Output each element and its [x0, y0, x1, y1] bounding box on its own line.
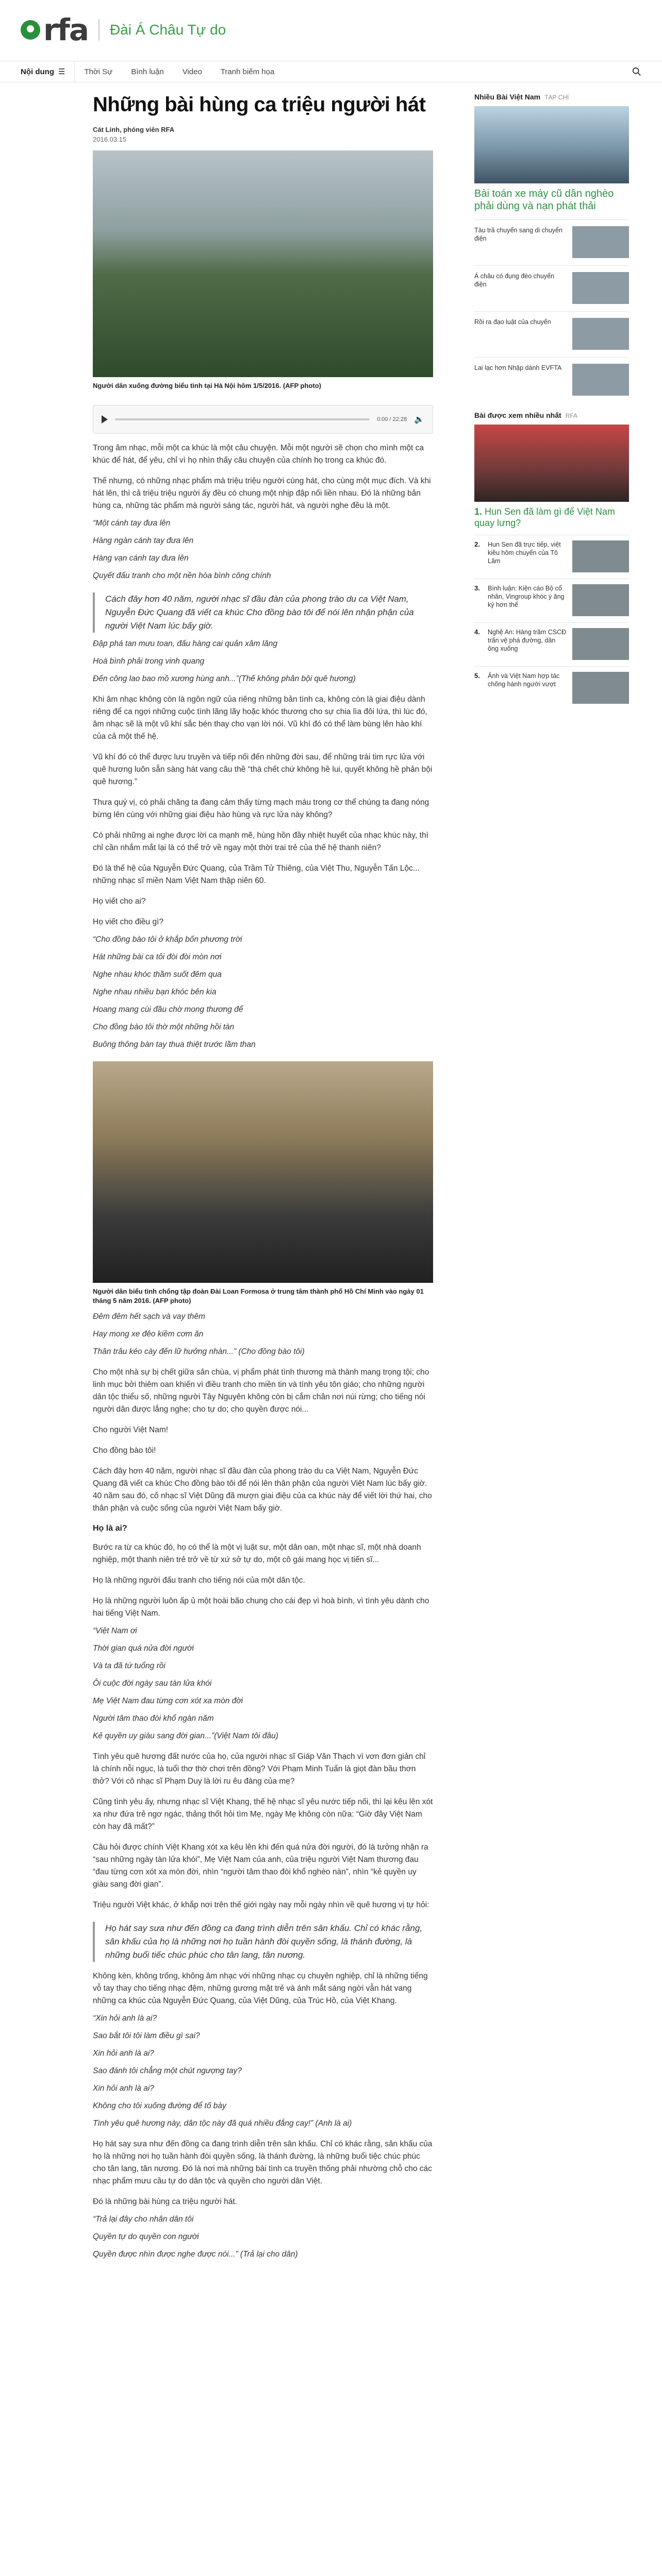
search-icon[interactable]: [632, 67, 641, 76]
nav-item-binh-luan[interactable]: Bình luận: [131, 67, 164, 76]
paragraph: Cho người Việt Nam!: [93, 1426, 169, 1434]
ranked-item-text: Hun Sen đã trực tiếp, việt kiều hôm chuyển của Tô Lâm: [488, 541, 561, 565]
sidebar-top-image[interactable]: [474, 425, 629, 502]
paragraph: Thưa quý vị, có phải chăng ta đang cảm thấy từng mạch máu trong cơ thể chúng ta đang nóng bừng lên cùng với những giai điệu hào hùng và rực lửa này không?: [93, 798, 429, 819]
paragraph: Có phải những ai nghe được lời ca mạnh mẽ, hùng hồn đầy nhiệt huyết của nhạc khúc này, thì chỉ cần nhắm mắt lại là có thể trở về ngay một thời trai trẻ của thế hệ thanh niên?: [93, 831, 428, 852]
lyric-line: Người tâm thao đòi khổ ngàn năm: [93, 1714, 214, 1723]
lyric-line: Đến công lao bao mồ xương hùng anh...”(Thế không phân bội quê hương): [93, 674, 356, 683]
sidebar-heading-sub: TẠP CHÍ: [544, 94, 569, 101]
lyric-line: “Một cánh tay đưa lên: [93, 519, 171, 528]
lyric-line: Xin hỏi anh là ai?: [93, 2049, 154, 2058]
article-photo-2: [93, 1061, 433, 1283]
lyric-line: Hoang mang cùi đầu chờ mong thương để: [93, 1005, 243, 1014]
lyric-line: Hàng ngàn cánh tay đưa lên: [93, 536, 194, 545]
sidebar-top-text: Hun Sen đã làm gì để Việt Nam quay lưng?: [474, 506, 615, 528]
menu-icon: ☰: [58, 67, 65, 76]
lyric-line: Hàng vạn cánh tay đưa lên: [93, 554, 189, 563]
nav-menu[interactable]: [21, 61, 75, 82]
sidebar-item-thumb: [572, 226, 629, 258]
logo-divider: [98, 19, 100, 41]
ranked-item-thumb: [572, 628, 629, 660]
ranked-item-thumb: [572, 584, 629, 616]
paragraph: Khi âm nhạc không còn là ngôn ngữ của riêng những bản tình ca, không còn là giai điệu dành riêng để ca ngợi những cuộc tình lãng lãy hoặc khóc thương cho sự chia lìa đôi lứa, thì lúc đó, âm nhạc sẽ là một vũ khí sắc bén thay cho vạn lời nói. Vũ khí đó có thể làm bùng lên hào khí của cả một thế hệ.: [93, 695, 427, 741]
sidebar-hero-title[interactable]: Bài toán xe máy cũ dân nghèo phải dùng và nạn phát thải: [474, 188, 614, 212]
paragraph: Cũng tình yêu ấy, nhưng nhạc sĩ Việt Khang, thế hệ nhạc sĩ yêu nước tiếp nối, thì lại kêu lên xót xa như đứa trẻ ngơ ngác, thảng thốt hỏi tìm Mẹ, ngày Mẹ không còn nữa: “Giờ đây Việt Nam còn hay đã mất?”: [93, 1798, 433, 1831]
rank-number: 1.: [474, 506, 483, 517]
sidebar-ranked-item[interactable]: [474, 579, 629, 616]
paragraph: Không kèn, không trống, không âm nhạc với những nhạc cụ chuyên nghiệp, chỉ là những tiếng vỗ tay thay cho tiếng nhạc đệm, những gương mặt trẻ và ánh mắt sáng ngời vẫn hát vang những ca khúc của Nguyễn Đức Quang, của Việt Dũng, của Trúc Hồ, của Việt Khang.: [93, 1972, 428, 2005]
paragraph: Cho một nhà sự bị chết giữa sân chùa, vị phẩm phát tình thương mà thành mang trọng tội; cho linh mục bởi thiêm oan khiến vì điều tranh cho miền tin và tính yêu tôn giáo; cho những người dân tộc thiểu số, những người Tây Nguyên không còn bị cắm chân nơi núi rừng; cho tiếng nói người dân được lắng nghe; cho tự do; cho quyền được nói...: [93, 1368, 429, 1414]
sidebar-ranked-item[interactable]: [474, 622, 629, 660]
lyric-line: “Xin hỏi anh là ai?: [93, 2014, 157, 2023]
sidebar-hero-image[interactable]: [474, 106, 629, 183]
audio-player[interactable]: [93, 405, 433, 434]
section-heading: Họ là ai?: [93, 1524, 127, 1533]
article-photo-1: [93, 150, 433, 377]
lyric-line: Sao bắt tôi tôi làm điều gì sai?: [93, 2031, 200, 2040]
lyric-line: Tình yêu quê hương này, dân tộc này đã quá nhiều đắng cay!” (Anh là ai): [93, 2119, 352, 2128]
paragraph: Triệu người Việt khác, ở khắp nơi trên thế giới ngày nay mỗi ngày nhìn về quê hương vị tự hỏi:: [93, 1901, 429, 1909]
lyric-line: Đêm đêm hết sạch và vay thêm: [93, 1312, 205, 1321]
rank-number: 4.: [474, 628, 480, 636]
lyric-line: Ôi cuộc đời ngày sau tàn lửa khói: [93, 1679, 212, 1688]
rank-number: 5.: [474, 672, 480, 680]
lyric-line: “Việt Nam ơi: [93, 1626, 137, 1635]
article-date: 2016.03.15: [93, 135, 127, 143]
logo-text: rfa: [43, 12, 88, 47]
ranked-item-text: Bình luận: Kiện cáo Bộ cổ nhân, Vingroup khóc ý ăng ký hơn thể: [488, 585, 565, 608]
sidebar-heading-text: Bài được xem nhiều nhất: [474, 411, 561, 419]
audio-progress-bar[interactable]: [115, 418, 370, 420]
lyric-line: Thân trâu kéo cày đến lữ hưởng nhàn...” (Cho đồng bào tôi): [93, 1347, 305, 1356]
sidebar: [474, 93, 629, 704]
paragraph: Đó là những bài hùng ca triệu người hát.: [93, 2197, 237, 2206]
paragraph: Cách đây hơn 40 năm, người nhạc sĩ đầu đàn của phong trào du ca Việt Nam, Nguyễn Đức Quang đã viết ca khúc Cho đồng bào tôi để nói lên thân phận của người Việt Nam lúc bấy giờ. 40 năm sau đó, cố nhạc sĩ Việt Dũng đã mượn giai điệu của ca khúc này để viết lời thứ hai, cho thân phận và cuộc sống của người Việt Nam bấy giờ.: [93, 1467, 432, 1513]
sidebar-heading-2: [474, 411, 629, 419]
sidebar-item-text: Tàu trả chuyển sang di chuyển điện: [474, 227, 562, 242]
sidebar-item[interactable]: [474, 219, 629, 258]
lyric-line: Thời gian quá nửa đời người: [93, 1644, 194, 1653]
logo-section: Đài Á Châu Tự do: [109, 22, 226, 38]
nav-item-tranh-biem-hoa[interactable]: Tranh biếm họa: [220, 67, 275, 76]
paragraph: Bước ra từ ca khúc đó, họ có thể là một vị luật sư, một dân oan, một nhạc sĩ, một nhà doanh nghiệp, một thanh niên trẻ trở về từ xứ sở tự do, một cô gái mang học vị tiến sĩ...: [93, 1543, 421, 1564]
paragraph: Đó là thế hệ của Nguyễn Đức Quang, của Trầm Tử Thiêng, của Việt Thu, Nguyễn Tấn Lộc... những nhạc sĩ miền Nam Việt Nam thập niên 60.: [93, 864, 420, 885]
rank-number: 2.: [474, 540, 480, 548]
sidebar-heading-text: Nhiều Bài Việt Nam: [474, 93, 541, 101]
audio-time: 0:00 / 22:28: [376, 416, 407, 422]
article-title: Những bài hùng ca triệu người hát: [93, 93, 426, 116]
nav-item-video[interactable]: Video: [182, 67, 202, 76]
sidebar-item-text: Á châu có đụng đèo chuyển điện: [474, 273, 554, 288]
lyric-line: Kẻ quyền uy giàu sang đời gian...”(Việt Nam tôi đâu): [93, 1732, 278, 1740]
sidebar-item-thumb: [572, 272, 629, 304]
site-logo[interactable]: [21, 12, 226, 47]
lyric-line: Xin hỏi anh là ai?: [93, 2084, 154, 2093]
sidebar-ranked-item[interactable]: [474, 535, 629, 572]
sidebar-heading-sub: RFA: [565, 412, 578, 419]
nav-item-thoi-su[interactable]: Thời Sự: [84, 67, 113, 76]
paragraph: Họ là những người luôn ấp ủ một hoài bão chung cho cái đẹp vì hoà bình, vì tình yêu dành cho hai tiếng Việt Nam.: [93, 1597, 429, 1618]
sidebar-item[interactable]: [474, 265, 629, 304]
pull-quote: Cách đây hơn 40 năm, người nhạc sĩ đầu đàn của phong trào du ca Việt Nam, Nguyễn Đức Quang đã viết ca khúc Cho đồng bào tôi để nói lên nhận phận của người Việt Nam lúc bấy giờ.: [93, 592, 433, 633]
nav-menu-label: Nội dung: [21, 67, 54, 76]
paragraph: Cho đồng bào tôi!: [93, 1446, 156, 1455]
lyric-line: Hay mong xe đêo kiềm cơm ăn: [93, 1330, 204, 1338]
lyric-line: Và ta đã tứ tuổng rồi: [93, 1662, 166, 1670]
sidebar-item-thumb: [572, 364, 629, 396]
volume-icon[interactable]: 🔈: [414, 415, 424, 424]
sidebar-item[interactable]: [474, 311, 629, 350]
site-header: [0, 0, 662, 62]
lyric-line: “Cho đồng bào tôi ở khắp bốn phương trời: [93, 935, 242, 944]
lyric-line: Hoà bình phải trong vinh quang: [93, 657, 205, 666]
ranked-item-thumb: [572, 672, 629, 704]
navbar: [0, 61, 662, 82]
paragraph: Câu hỏi được chính Việt Khang xót xa kêu lên khi đến quá nửa đời người, đó là tưởng nhận ra “sau những ngày tàn lửa khói”, Mẹ Việt Nam của anh, của triệu người Việt Nam thương đau “đau từng cơn xót xa mòn đời, nhìn “người tâm thao đòi khổ nghèo nàn”, nhìn “kẻ quyền uy giàu sang đời gian”.: [93, 1843, 428, 1889]
paragraph: Họ là những người đấu tranh cho tiếng nói của một dân tộc.: [93, 1576, 305, 1585]
lyric-line: Quyền được nhìn được nghe được nói...” (Trả lại cho dân): [93, 2250, 298, 2259]
article: [93, 93, 433, 2261]
paragraph: Họ viết cho điều gì?: [93, 918, 164, 926]
lyric-line: Sao đánh tôi chẳng một chút ngượng tay?: [93, 2066, 242, 2075]
lyric-line: Hát những bài ca tôi đòi đòi mòn nơi: [93, 953, 222, 961]
lyric-line: Quyết đấu tranh cho một nền hòa bình công chính: [93, 571, 271, 580]
photo-caption-1: Người dân xuống đường biểu tình tại Hà Nội hôm 1/5/2016. (AFP photo): [93, 382, 321, 389]
paragraph: Tình yêu quê hương đất nước của họ, của người nhạc sĩ Giáp Văn Thạch vì vơn đơn giản chỉ là chính nỗi ngục, là tuổi thơ thờ chơi trên đồng? Với Phạm Minh Tuấn là giọt đàn bầu thơn thở? Với cô nhạc sĩ Phạm Duy là lời ru êu đàng của mẹ?: [93, 1752, 426, 1786]
lyric-line: Quyền tự do quyền con người: [93, 2232, 199, 2241]
sidebar-heading-1: [474, 93, 629, 101]
photo-caption-2: Người dân biểu tình chống tập đoàn Đài Loan Formosa ở trung tâm thành phố Hồ Chí Minh vào ngày 01 tháng 5 năm 2016. (AFP photo): [93, 1287, 424, 1304]
sidebar-top-title[interactable]: [474, 506, 629, 529]
paragraph: Vũ khí đó có thể được lưu truyền và tiếp nối đến những đời sau, để những trái tim rực lửa với quê hương luôn sẵn sàng hát vang câu thề “thà chết chứ không hề lui, quyết không hề phản bội quê hương.”: [93, 753, 433, 786]
paragraph: Họ viết cho ai?: [93, 897, 146, 906]
lyric-line: Mẹ Việt Nam đau từng cơn xót xa mòn đời: [93, 1697, 243, 1705]
logo-mark: [21, 20, 40, 40]
lyric-line: “Trả lại đây cho nhân dân tôi: [93, 2215, 194, 2224]
rank-number: 3.: [474, 584, 480, 592]
lyric-line: Nghe nhau khóc thầm suốt đêm qua: [93, 970, 222, 979]
paragraph: Họ hát say sưa như đến đồng ca đang trình diễn trên sân khấu. Chỉ có khác rằng, sân khấu của họ là những nơi họ tuần hành đòi quyền sống, là thánh đường, là những buổi tiệc chúc phúc cho tân lang, tân nương. Đó là nơi mà những bài tình ca truyền thống phải nhường chỗ cho các nhạc phẩm mưu cầu tự do dân tộc và quyền cho người dân Việt.: [93, 2140, 433, 2185]
pull-quote: Họ hát say sưa như đến đồng ca đang trình diễn trên sân khấu. Chỉ có khác rằng, sân khấu của họ là những nơi họ tuần hành đòi quyền sống, là thánh đường, là những buổi tiếc chúc phúc cho tân lang, tân nương.: [93, 1922, 433, 1962]
sidebar-item-text: Lai lạc hơn Nhập dành EVFTA: [474, 364, 562, 371]
lyric-line: Nghe nhau nhiều bạn khóc bên kia: [93, 988, 217, 996]
sidebar-item-thumb: [572, 318, 629, 350]
ranked-item-text: Ảnh và Việt Nam hợp tác chống hành người vượt: [488, 672, 560, 688]
ranked-item-thumb: [572, 540, 629, 572]
sidebar-item-text: Rồi ra đạo luật của chuyển: [474, 318, 551, 326]
lyric-line: Đập phá tan mưu toan, đấu hàng cai quản xâm lăng: [93, 639, 277, 648]
article-author: Cát Linh, phóng viên RFA: [93, 126, 175, 133]
ranked-item-text: Nghệ An: Hàng trăm CSCĐ trấn vệ phá đường, dân ông xuống: [488, 629, 567, 652]
lyric-line: Không cho tôi xuống đường để tố bày: [93, 2102, 226, 2110]
sidebar-ranked-item[interactable]: [474, 666, 629, 704]
paragraph: Trong âm nhạc, mỗi một ca khúc là một câu chuyện. Mỗi một người sẽ chọn cho mình một ca khúc để hát, để yêu, chỉ vì họ nhìn thấy câu chuyện của chính họ trong ca khúc đó.: [93, 444, 424, 465]
play-icon[interactable]: [102, 415, 108, 423]
sidebar-item[interactable]: [474, 357, 629, 396]
lyric-line: Cho đồng bào tôi thờ một những hồi tàn: [93, 1023, 235, 1031]
paragraph: Thế nhưng, có những nhạc phẩm mà triệu triệu người cùng hát, cho cùng một mục đích. Và khi hát lên, thì cả triệu triệu người ấy đều có chung một nhịp đập nối liền nhau. Đó là những bản hùng ca, những tác phẩm mà người sáng tác, người hát, và người nghe đều là một.: [93, 477, 431, 510]
lyric-line: Buông thông bàn tay thua thiệt trước lầm than: [93, 1040, 256, 1049]
